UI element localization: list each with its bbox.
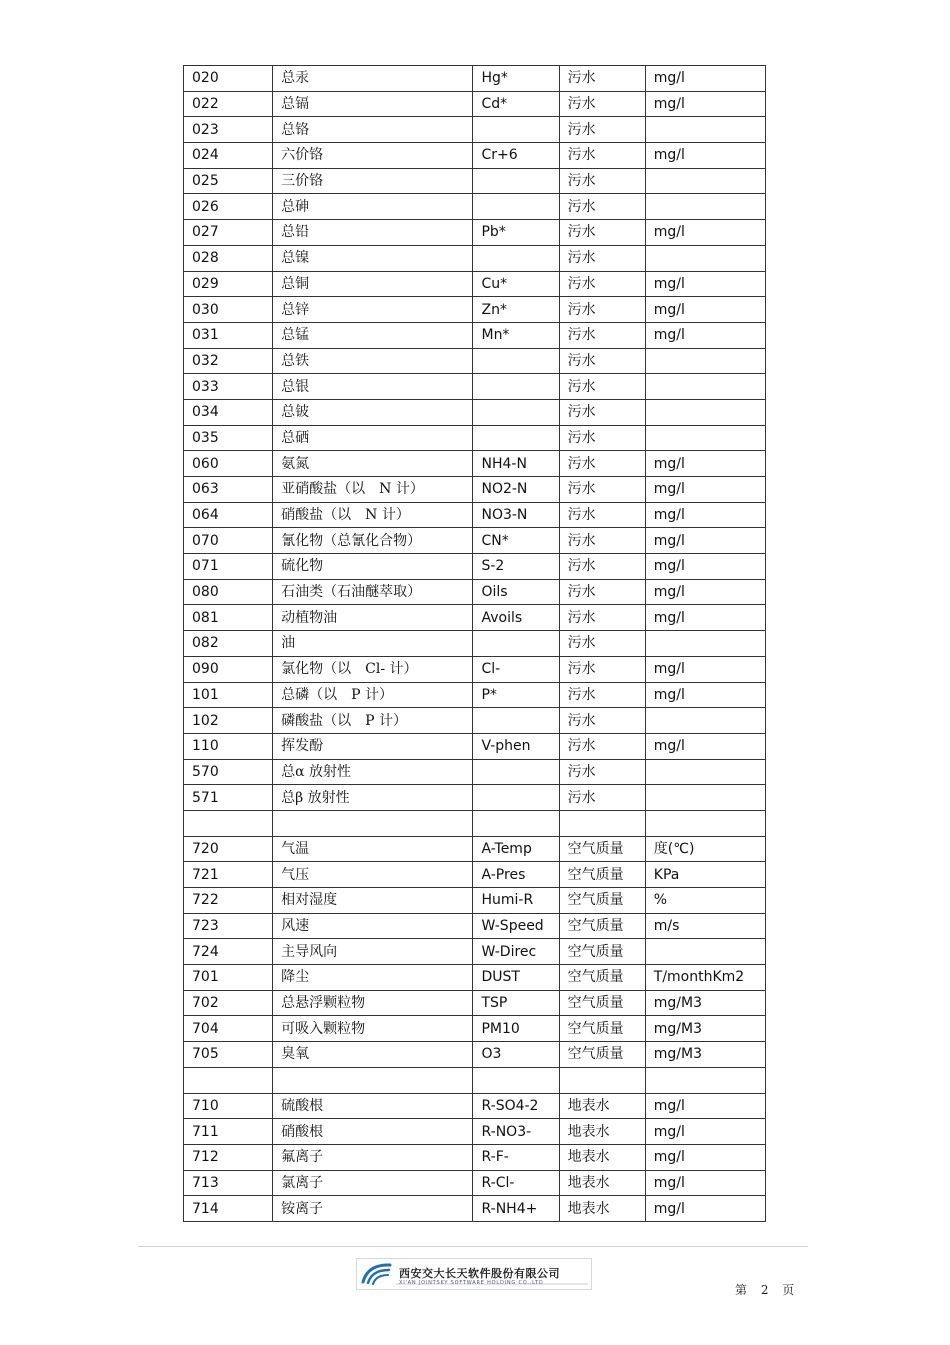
cell-symbol: R-NH4+: [473, 1196, 559, 1222]
cell-category: 污水: [559, 682, 645, 708]
cell-code: 701: [184, 965, 273, 991]
cell-unit: [645, 348, 765, 374]
cell-category: 污水: [559, 245, 645, 271]
cell-name: 硝酸盐（以 N 计）: [273, 502, 473, 528]
table-row: [184, 1144, 766, 1170]
table-row: [184, 1067, 766, 1093]
cell-name: 总铅: [273, 220, 473, 246]
cell-symbol: R-F-: [473, 1144, 559, 1170]
cell-symbol: P*: [473, 682, 559, 708]
cell-symbol: A-Pres: [473, 862, 559, 888]
cell-symbol: R-SO4-2: [473, 1093, 559, 1119]
cell-code: [184, 1067, 273, 1093]
table-row: [184, 990, 766, 1016]
cell-code: 090: [184, 656, 273, 682]
cell-symbol: [473, 1067, 559, 1093]
cell-code: 081: [184, 605, 273, 631]
table-row: [184, 682, 766, 708]
cell-category: 地表水: [559, 1170, 645, 1196]
cell-code: 064: [184, 502, 273, 528]
table-row: [184, 143, 766, 169]
cell-code: 101: [184, 682, 273, 708]
cell-name: 总银: [273, 374, 473, 400]
cell-symbol: [473, 399, 559, 425]
cell-unit: mg/l: [645, 297, 765, 323]
table-row: [184, 348, 766, 374]
cell-name: 动植物油: [273, 605, 473, 631]
cell-unit: mg/l: [645, 1170, 765, 1196]
cell-unit: [645, 785, 765, 811]
cell-code: 027: [184, 220, 273, 246]
cell-code: 030: [184, 297, 273, 323]
cell-code: 070: [184, 528, 273, 554]
cell-unit: mg/l: [645, 143, 765, 169]
cell-symbol: DUST: [473, 965, 559, 991]
cell-unit: mg/l: [645, 733, 765, 759]
cell-symbol: Hg*: [473, 66, 559, 92]
cell-unit: mg/l: [645, 1119, 765, 1145]
cell-symbol: O3: [473, 1042, 559, 1068]
cell-category: 空气质量: [559, 888, 645, 914]
table-row: [184, 194, 766, 220]
cell-unit: mg/l: [645, 451, 765, 477]
table-row: [184, 939, 766, 965]
table-row: [184, 1093, 766, 1119]
cell-name: 气温: [273, 836, 473, 862]
cell-name: 氰化物（总氰化合物）: [273, 528, 473, 554]
table-row: [184, 1042, 766, 1068]
cell-code: 102: [184, 708, 273, 734]
cell-category: 地表水: [559, 1119, 645, 1145]
cell-name: 降尘: [273, 965, 473, 991]
cell-category: 污水: [559, 477, 645, 503]
cell-name: 三价铬: [273, 168, 473, 194]
cell-name: 六价铬: [273, 143, 473, 169]
cell-unit: T/monthKm2: [645, 965, 765, 991]
cell-name: 风速: [273, 913, 473, 939]
cell-name: 硫化物: [273, 554, 473, 580]
cell-code: 721: [184, 862, 273, 888]
cell-category: [559, 810, 645, 836]
cell-symbol: Cr+6: [473, 143, 559, 169]
cell-symbol: NO2-N: [473, 477, 559, 503]
cell-code: 722: [184, 888, 273, 914]
cell-unit: mg/l: [645, 1093, 765, 1119]
cell-unit: [645, 425, 765, 451]
cell-unit: [645, 399, 765, 425]
cell-code: 571: [184, 785, 273, 811]
cell-name: 硫酸根: [273, 1093, 473, 1119]
cell-category: 污水: [559, 322, 645, 348]
cell-name: 气压: [273, 862, 473, 888]
cell-unit: mg/l: [645, 605, 765, 631]
table-row: [184, 451, 766, 477]
cell-code: 082: [184, 631, 273, 657]
cell-code: 080: [184, 579, 273, 605]
cell-unit: mg/l: [645, 271, 765, 297]
cell-unit: mg/l: [645, 322, 765, 348]
cell-code: 063: [184, 477, 273, 503]
cell-symbol: [473, 245, 559, 271]
cell-name: 总锰: [273, 322, 473, 348]
table-row: [184, 322, 766, 348]
cell-symbol: [473, 168, 559, 194]
cell-category: 地表水: [559, 1196, 645, 1222]
cell-code: 712: [184, 1144, 273, 1170]
cell-unit: mg/l: [645, 656, 765, 682]
parameter-table-body: [184, 66, 766, 1222]
cell-code: 023: [184, 117, 273, 143]
cell-symbol: [473, 348, 559, 374]
cell-code: 029: [184, 271, 273, 297]
cell-unit: mg/l: [645, 66, 765, 92]
cell-category: 污水: [559, 91, 645, 117]
cell-unit: mg/M3: [645, 1016, 765, 1042]
cell-category: 空气质量: [559, 913, 645, 939]
table-row: [184, 374, 766, 400]
cell-code: 710: [184, 1093, 273, 1119]
cell-code: 723: [184, 913, 273, 939]
cell-unit: [645, 631, 765, 657]
cell-name: [273, 810, 473, 836]
table-row: [184, 759, 766, 785]
cell-name: 总汞: [273, 66, 473, 92]
cell-unit: mg/l: [645, 1196, 765, 1222]
cell-category: 地表水: [559, 1093, 645, 1119]
cell-name: 总铬: [273, 117, 473, 143]
cell-symbol: Zn*: [473, 297, 559, 323]
cell-code: 714: [184, 1196, 273, 1222]
cell-symbol: A-Temp: [473, 836, 559, 862]
cell-name: 总铁: [273, 348, 473, 374]
table-row: [184, 1170, 766, 1196]
cell-category: 污水: [559, 785, 645, 811]
cell-symbol: [473, 759, 559, 785]
table-row: [184, 1196, 766, 1222]
cell-symbol: [473, 631, 559, 657]
footer-divider: [138, 1246, 808, 1247]
cell-symbol: [473, 425, 559, 451]
cell-name: 硝酸根: [273, 1119, 473, 1145]
table-row: [184, 888, 766, 914]
table-row: [184, 605, 766, 631]
table-row: [184, 502, 766, 528]
cell-symbol: TSP: [473, 990, 559, 1016]
table-row: [184, 579, 766, 605]
cell-name: [273, 1067, 473, 1093]
table-row: [184, 836, 766, 862]
cell-name: 总磷（以 P 计）: [273, 682, 473, 708]
cell-code: 702: [184, 990, 273, 1016]
cell-unit: mg/l: [645, 502, 765, 528]
cell-symbol: [473, 810, 559, 836]
cell-category: 污水: [559, 425, 645, 451]
cell-category: 污水: [559, 554, 645, 580]
cell-symbol: [473, 374, 559, 400]
cell-unit: [645, 168, 765, 194]
cell-name: 亚硝酸盐（以 N 计）: [273, 477, 473, 503]
cell-unit: %: [645, 888, 765, 914]
cell-symbol: Cd*: [473, 91, 559, 117]
cell-code: 025: [184, 168, 273, 194]
table-row: [184, 631, 766, 657]
cell-symbol: Avoils: [473, 605, 559, 631]
cell-category: 污水: [559, 348, 645, 374]
cell-name: 总镉: [273, 91, 473, 117]
cell-name: 磷酸盐（以 P 计）: [273, 708, 473, 734]
cell-unit: mg/l: [645, 528, 765, 554]
table-row: [184, 399, 766, 425]
cell-code: 031: [184, 322, 273, 348]
table-row: [184, 810, 766, 836]
cell-unit: mg/l: [645, 682, 765, 708]
cell-category: 空气质量: [559, 1016, 645, 1042]
table-row: [184, 785, 766, 811]
cell-symbol: [473, 785, 559, 811]
cell-symbol: Cu*: [473, 271, 559, 297]
cell-category: 空气质量: [559, 836, 645, 862]
cell-symbol: W-Speed: [473, 913, 559, 939]
cell-symbol: Humi-R: [473, 888, 559, 914]
cell-name: 总α 放射性: [273, 759, 473, 785]
cell-category: 空气质量: [559, 990, 645, 1016]
table-row: [184, 1016, 766, 1042]
cell-category: 污水: [559, 220, 645, 246]
page-number: 第 2 页: [735, 1283, 795, 1297]
cell-symbol: Cl-: [473, 656, 559, 682]
cell-name: 总锌: [273, 297, 473, 323]
table-row: [184, 733, 766, 759]
cell-unit: [645, 117, 765, 143]
cell-category: 污水: [559, 733, 645, 759]
cell-category: 污水: [559, 399, 645, 425]
cell-category: 空气质量: [559, 862, 645, 888]
cell-symbol: [473, 117, 559, 143]
company-name-en: XI'AN JOINTSKY SOFTWARE HOLDING CO.,LTD: [399, 1280, 544, 1286]
cell-unit: mg/l: [645, 554, 765, 580]
cell-name: 总硒: [273, 425, 473, 451]
table-row: [184, 66, 766, 92]
cell-unit: [645, 810, 765, 836]
cell-code: 034: [184, 399, 273, 425]
table-row: [184, 271, 766, 297]
cell-code: 024: [184, 143, 273, 169]
cell-code: 035: [184, 425, 273, 451]
cell-code: 028: [184, 245, 273, 271]
table-row: [184, 220, 766, 246]
cell-unit: [645, 1067, 765, 1093]
cell-name: 氯化物（以 Cl- 计）: [273, 656, 473, 682]
table-row: [184, 91, 766, 117]
cell-unit: [645, 708, 765, 734]
cell-symbol: PM10: [473, 1016, 559, 1042]
cell-unit: mg/M3: [645, 1042, 765, 1068]
cell-name: 臭氧: [273, 1042, 473, 1068]
table-row: [184, 245, 766, 271]
table-row: [184, 656, 766, 682]
cell-code: 720: [184, 836, 273, 862]
cell-symbol: [473, 708, 559, 734]
cell-unit: [645, 759, 765, 785]
cell-name: 总铜: [273, 271, 473, 297]
cell-name: 铵离子: [273, 1196, 473, 1222]
cell-name: 相对湿度: [273, 888, 473, 914]
cell-code: 022: [184, 91, 273, 117]
company-name-cn: 西安交大长天软件股份有限公司: [399, 1267, 560, 1280]
cell-category: 污水: [559, 656, 645, 682]
cell-name: 总砷: [273, 194, 473, 220]
cell-name: 总铍: [273, 399, 473, 425]
cell-category: 污水: [559, 168, 645, 194]
cell-category: 污水: [559, 194, 645, 220]
cell-category: 污水: [559, 143, 645, 169]
cell-category: 污水: [559, 117, 645, 143]
table-row: [184, 862, 766, 888]
cell-category: 污水: [559, 297, 645, 323]
table-row: [184, 913, 766, 939]
cell-code: 060: [184, 451, 273, 477]
table-row: [184, 708, 766, 734]
cell-code: 020: [184, 66, 273, 92]
cell-name: 油: [273, 631, 473, 657]
cell-name: 挥发酚: [273, 733, 473, 759]
cell-unit: mg/l: [645, 91, 765, 117]
cell-code: 704: [184, 1016, 273, 1042]
cell-code: 705: [184, 1042, 273, 1068]
cell-unit: [645, 194, 765, 220]
cell-code: [184, 810, 273, 836]
cell-code: 110: [184, 733, 273, 759]
cell-category: 污水: [559, 631, 645, 657]
table-row: [184, 554, 766, 580]
cell-category: 污水: [559, 579, 645, 605]
cell-symbol: Mn*: [473, 322, 559, 348]
cell-category: 污水: [559, 759, 645, 785]
cell-category: 空气质量: [559, 965, 645, 991]
cell-category: 污水: [559, 374, 645, 400]
cell-name: 氨氮: [273, 451, 473, 477]
cell-unit: [645, 939, 765, 965]
cell-name: 石油类（石油醚萃取）: [273, 579, 473, 605]
table-row: [184, 1119, 766, 1145]
cell-code: 071: [184, 554, 273, 580]
cell-symbol: V-phen: [473, 733, 559, 759]
cell-name: 总β 放射性: [273, 785, 473, 811]
cell-name: 氯离子: [273, 1170, 473, 1196]
cell-category: 污水: [559, 708, 645, 734]
cell-code: 033: [184, 374, 273, 400]
cell-symbol: NH4-N: [473, 451, 559, 477]
cell-code: 724: [184, 939, 273, 965]
cell-unit: [645, 374, 765, 400]
cell-category: 污水: [559, 502, 645, 528]
table-row: [184, 168, 766, 194]
cell-code: 026: [184, 194, 273, 220]
cell-symbol: S-2: [473, 554, 559, 580]
cell-name: 氟离子: [273, 1144, 473, 1170]
cell-code: 713: [184, 1170, 273, 1196]
cell-name: 可吸入颗粒物: [273, 1016, 473, 1042]
parameter-table: [183, 65, 766, 1222]
cell-name: 主导风向: [273, 939, 473, 965]
cell-unit: 度(℃): [645, 836, 765, 862]
cell-unit: mg/l: [645, 579, 765, 605]
cell-unit: mg/M3: [645, 990, 765, 1016]
table-row: [184, 477, 766, 503]
table-row: [184, 528, 766, 554]
cell-unit: mg/l: [645, 477, 765, 503]
cell-symbol: Oils: [473, 579, 559, 605]
cell-unit: mg/l: [645, 1144, 765, 1170]
cell-name: 总镍: [273, 245, 473, 271]
cell-unit: [645, 245, 765, 271]
cell-category: [559, 1067, 645, 1093]
cell-code: 032: [184, 348, 273, 374]
cell-category: 污水: [559, 528, 645, 554]
cell-category: 污水: [559, 605, 645, 631]
cell-symbol: CN*: [473, 528, 559, 554]
cell-symbol: R-Cl-: [473, 1170, 559, 1196]
cell-category: 空气质量: [559, 939, 645, 965]
cell-category: 污水: [559, 66, 645, 92]
cell-category: 污水: [559, 271, 645, 297]
cell-name: 总悬浮颗粒物: [273, 990, 473, 1016]
cell-symbol: NO3-N: [473, 502, 559, 528]
cell-code: 711: [184, 1119, 273, 1145]
table-row: [184, 425, 766, 451]
table-row: [184, 965, 766, 991]
cell-category: 污水: [559, 451, 645, 477]
cell-code: 570: [184, 759, 273, 785]
cell-unit: KPa: [645, 862, 765, 888]
table-row: [184, 297, 766, 323]
cell-symbol: W-Direc: [473, 939, 559, 965]
table-row: [184, 117, 766, 143]
cell-category: 空气质量: [559, 1042, 645, 1068]
cell-unit: mg/l: [645, 220, 765, 246]
cell-category: 地表水: [559, 1144, 645, 1170]
cell-symbol: Pb*: [473, 220, 559, 246]
cell-symbol: [473, 194, 559, 220]
cell-unit: m/s: [645, 913, 765, 939]
cell-symbol: R-NO3-: [473, 1119, 559, 1145]
